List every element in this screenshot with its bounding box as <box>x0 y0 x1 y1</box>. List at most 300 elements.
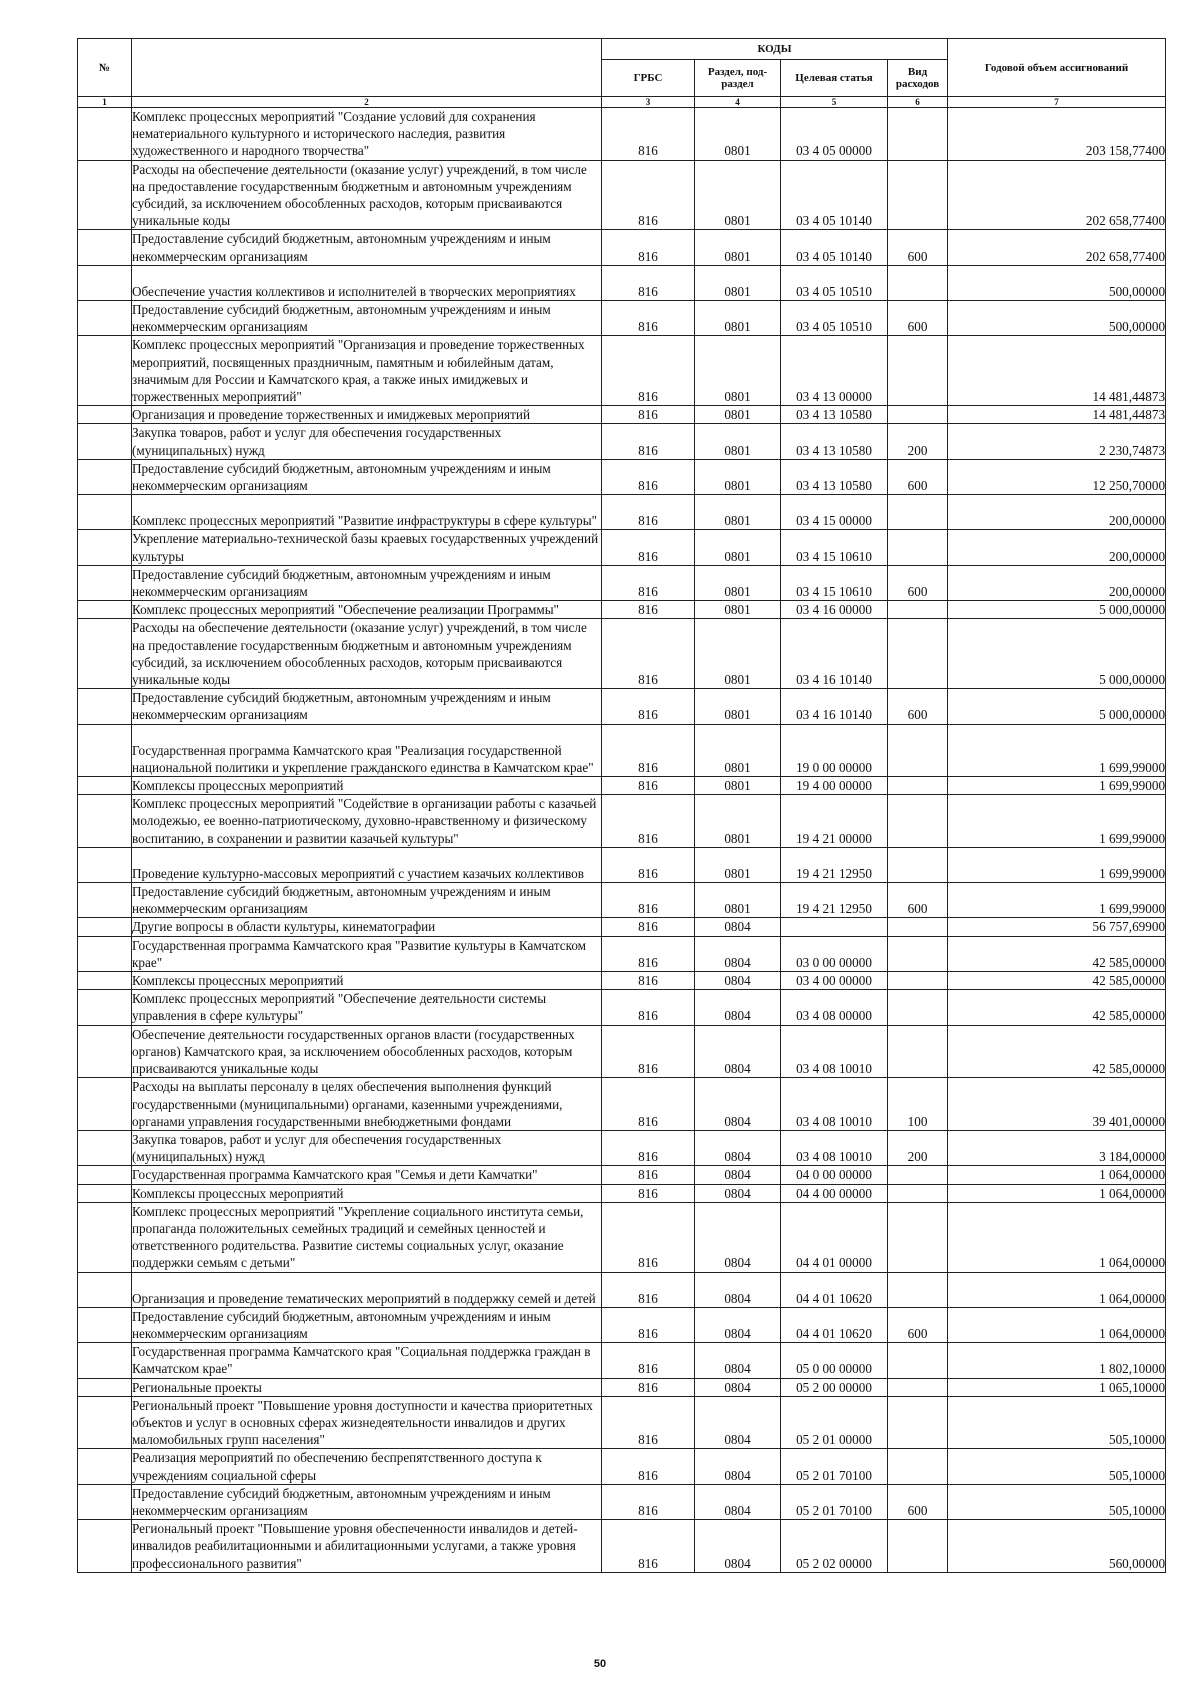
col-header-num: № <box>78 39 132 97</box>
row-grbs: 816 <box>602 530 695 565</box>
row-razdel: 0804 <box>695 1520 781 1573</box>
row-number-cell <box>78 1343 132 1378</box>
row-description: Государственная программа Камчатского края "Семья и дети Камчатки" <box>132 1166 602 1184</box>
row-amount: 505,10000 <box>948 1449 1166 1484</box>
table-row <box>78 1343 1166 1378</box>
col-header-vid: Вид расходов <box>888 60 948 97</box>
row-amount: 1 802,10000 <box>948 1343 1166 1378</box>
row-grbs: 816 <box>602 406 695 424</box>
row-amount: 200,00000 <box>948 495 1166 530</box>
row-grbs: 816 <box>602 1484 695 1519</box>
row-number-cell <box>78 424 132 459</box>
row-number-cell <box>78 1307 132 1342</box>
row-target-article: 19 4 00 00000 <box>781 777 888 795</box>
row-razdel: 0801 <box>695 619 781 689</box>
row-target-article: 05 2 00 00000 <box>781 1378 888 1396</box>
row-grbs: 816 <box>602 619 695 689</box>
row-grbs: 816 <box>602 160 695 230</box>
row-target-article: 03 4 08 10010 <box>781 1025 888 1078</box>
row-description: Укрепление материально-технической базы краевых государственных учреждений культуры <box>132 530 602 565</box>
row-razdel: 0804 <box>695 990 781 1025</box>
row-target-article: 19 4 21 12950 <box>781 883 888 918</box>
row-number-cell <box>78 724 132 776</box>
row-target-article: 03 4 13 10580 <box>781 406 888 424</box>
row-expense-type: 600 <box>888 230 948 265</box>
table-row <box>78 847 1166 882</box>
row-grbs: 816 <box>602 1272 695 1307</box>
row-number-cell <box>78 1078 132 1131</box>
row-target-article: 04 4 01 10620 <box>781 1307 888 1342</box>
table-row <box>78 424 1166 459</box>
row-target-article: 19 4 21 00000 <box>781 795 888 848</box>
row-amount: 42 585,00000 <box>948 1025 1166 1078</box>
table-row <box>78 265 1166 300</box>
row-amount: 1 064,00000 <box>948 1166 1166 1184</box>
row-amount: 1 699,99000 <box>948 795 1166 848</box>
row-expense-type <box>888 1396 948 1449</box>
row-expense-type <box>888 1378 948 1396</box>
table-row <box>78 795 1166 848</box>
row-target-article: 05 2 02 00000 <box>781 1520 888 1573</box>
row-grbs: 816 <box>602 795 695 848</box>
row-razdel: 0801 <box>695 495 781 530</box>
row-target-article: 03 4 05 10510 <box>781 301 888 336</box>
row-number-cell <box>78 1396 132 1449</box>
row-expense-type <box>888 160 948 230</box>
row-grbs: 816 <box>602 689 695 724</box>
row-grbs: 816 <box>602 1166 695 1184</box>
row-expense-type <box>888 1025 948 1078</box>
row-description: Комплекс процессных мероприятий "Укрепление социального института семьи, пропаганда положительных семейных традиций и семейных ценностей и ответственного родительства. Развитие системы социальных услуг, оказание поддержки семьям с детьми" <box>132 1202 602 1272</box>
row-razdel: 0801 <box>695 601 781 619</box>
row-amount: 42 585,00000 <box>948 936 1166 971</box>
row-expense-type <box>888 1449 948 1484</box>
row-amount: 2 230,74873 <box>948 424 1166 459</box>
row-description: Обеспечение деятельности государственных органов власти (государственных органов) Камчатского края, за исключением обособленных расходов, которым присваиваются уникальные коды <box>132 1025 602 1078</box>
table-row <box>78 301 1166 336</box>
row-grbs: 816 <box>602 1078 695 1131</box>
row-razdel: 0801 <box>695 689 781 724</box>
row-razdel: 0804 <box>695 1272 781 1307</box>
row-razdel: 0801 <box>695 230 781 265</box>
row-description: Предоставление субсидий бюджетным, автономным учреждениям и иным некоммерческим организациям <box>132 689 602 724</box>
row-grbs: 816 <box>602 990 695 1025</box>
col-number-5: 5 <box>781 97 888 108</box>
table-row <box>78 459 1166 494</box>
row-description: Государственная программа Камчатского края "Социальная поддержка граждан в Камчатском крае" <box>132 1343 602 1378</box>
row-amount: 203 158,77400 <box>948 108 1166 161</box>
col-number-3: 3 <box>602 97 695 108</box>
table-row <box>78 918 1166 936</box>
row-description: Региональный проект "Повышение уровня обеспеченности инвалидов и детей-инвалидов реабилитационными и абилитационными услугами, а также уровня профессионального развития" <box>132 1520 602 1573</box>
row-razdel: 0804 <box>695 1202 781 1272</box>
row-target-article: 03 4 13 10580 <box>781 424 888 459</box>
row-razdel: 0804 <box>695 1378 781 1396</box>
row-grbs: 816 <box>602 972 695 990</box>
row-grbs: 816 <box>602 1307 695 1342</box>
row-grbs: 816 <box>602 336 695 406</box>
row-description: Государственная программа Камчатского края "Развитие культуры в Камчатском крае" <box>132 936 602 971</box>
row-razdel: 0801 <box>695 336 781 406</box>
row-grbs: 816 <box>602 1396 695 1449</box>
row-amount: 42 585,00000 <box>948 990 1166 1025</box>
row-amount: 5 000,00000 <box>948 619 1166 689</box>
row-target-article: 04 4 00 00000 <box>781 1184 888 1202</box>
col-number-7: 7 <box>948 97 1166 108</box>
row-grbs: 816 <box>602 230 695 265</box>
row-description: Расходы на обеспечение деятельности (оказание услуг) учреждений, в том числе на предоставление государственным бюджетным и автономным учреждениям субсидий, за исключением обособленных расходов, которым присваиваются уникальные коды <box>132 160 602 230</box>
row-description: Предоставление субсидий бюджетным, автономным учреждениям и иным некоммерческим организациям <box>132 883 602 918</box>
row-number-cell <box>78 1378 132 1396</box>
row-amount: 39 401,00000 <box>948 1078 1166 1131</box>
row-number-cell <box>78 972 132 990</box>
row-description: Расходы на выплаты персоналу в целях обеспечения выполнения функций государственными (муниципальными) органами, казенными учреждениями, органами управления государственными внебюджетными фондами <box>132 1078 602 1131</box>
row-number-cell <box>78 1130 132 1165</box>
row-target-article: 05 0 00 00000 <box>781 1343 888 1378</box>
row-expense-type <box>888 936 948 971</box>
col-number-6: 6 <box>888 97 948 108</box>
row-grbs: 816 <box>602 1184 695 1202</box>
row-description: Организация и проведение тематических мероприятий в поддержку семей и детей <box>132 1272 602 1307</box>
row-razdel: 0801 <box>695 160 781 230</box>
row-target-article: 05 2 01 70100 <box>781 1484 888 1519</box>
row-amount: 1 699,99000 <box>948 847 1166 882</box>
table-row <box>78 1166 1166 1184</box>
row-amount: 1 699,99000 <box>948 777 1166 795</box>
row-number-cell <box>78 495 132 530</box>
row-number-cell <box>78 406 132 424</box>
row-grbs: 816 <box>602 936 695 971</box>
row-target-article: 03 4 05 10140 <box>781 230 888 265</box>
row-razdel: 0804 <box>695 1343 781 1378</box>
row-razdel: 0801 <box>695 424 781 459</box>
row-target-article: 03 4 15 10610 <box>781 530 888 565</box>
row-number-cell <box>78 1484 132 1519</box>
row-expense-type: 600 <box>888 1307 948 1342</box>
row-razdel: 0801 <box>695 406 781 424</box>
row-razdel: 0801 <box>695 795 781 848</box>
row-number-cell <box>78 565 132 600</box>
row-number-cell <box>78 530 132 565</box>
row-target-article: 05 2 01 70100 <box>781 1449 888 1484</box>
row-grbs: 816 <box>602 108 695 161</box>
table-row <box>78 1130 1166 1165</box>
row-razdel: 0804 <box>695 1025 781 1078</box>
row-razdel: 0801 <box>695 265 781 300</box>
row-description: Другие вопросы в области культуры, кинематографии <box>132 918 602 936</box>
row-target-article: 03 4 00 00000 <box>781 972 888 990</box>
row-grbs: 816 <box>602 1025 695 1078</box>
row-number-cell <box>78 936 132 971</box>
row-description: Комплексы процессных мероприятий <box>132 777 602 795</box>
table-row <box>78 724 1166 776</box>
row-grbs: 816 <box>602 918 695 936</box>
row-amount: 1 064,00000 <box>948 1307 1166 1342</box>
row-expense-type: 600 <box>888 883 948 918</box>
table-row <box>78 230 1166 265</box>
row-grbs: 816 <box>602 1378 695 1396</box>
table-row <box>78 1520 1166 1573</box>
table-row <box>78 565 1166 600</box>
row-target-article: 03 4 13 10580 <box>781 459 888 494</box>
row-grbs: 816 <box>602 1449 695 1484</box>
row-grbs: 816 <box>602 601 695 619</box>
table-row <box>78 972 1166 990</box>
row-number-cell <box>78 1166 132 1184</box>
table-row <box>78 1396 1166 1449</box>
row-target-article <box>781 918 888 936</box>
row-description: Закупка товаров, работ и услуг для обеспечения государственных (муниципальных) нужд <box>132 424 602 459</box>
row-grbs: 816 <box>602 495 695 530</box>
row-number-cell <box>78 160 132 230</box>
row-razdel: 0804 <box>695 1449 781 1484</box>
row-expense-type <box>888 990 948 1025</box>
row-description: Предоставление субсидий бюджетным, автономным учреждениям и иным некоммерческим организациям <box>132 565 602 600</box>
col-header-volume: Годовой объем ассигнований <box>948 39 1166 97</box>
row-description: Обеспечение участия коллективов и исполнителей в творческих мероприятиях <box>132 265 602 300</box>
row-description: Комплекс процессных мероприятий "Содействие в организации работы с казачьей молодежью, ее военно-патриотическому, духовно-нравственному и физическому воспитанию, в сохранении и развитии казачьей культуры" <box>132 795 602 848</box>
table-row <box>78 108 1166 161</box>
budget-sheet <box>77 38 1165 1573</box>
row-description: Комплексы процессных мероприятий <box>132 972 602 990</box>
row-number-cell <box>78 265 132 300</box>
table-row <box>78 1025 1166 1078</box>
row-number-cell <box>78 301 132 336</box>
row-expense-type: 200 <box>888 1130 948 1165</box>
row-grbs: 816 <box>602 1520 695 1573</box>
row-number-cell <box>78 1202 132 1272</box>
row-number-cell <box>78 777 132 795</box>
row-number-cell <box>78 795 132 848</box>
row-target-article: 03 4 16 00000 <box>781 601 888 619</box>
table-row <box>78 336 1166 406</box>
row-razdel: 0804 <box>695 1130 781 1165</box>
row-description: Региональные проекты <box>132 1378 602 1396</box>
row-razdel: 0804 <box>695 936 781 971</box>
row-grbs: 816 <box>602 777 695 795</box>
table-row <box>78 689 1166 724</box>
table-row <box>78 883 1166 918</box>
table-row <box>78 1078 1166 1131</box>
row-expense-type <box>888 495 948 530</box>
row-expense-type <box>888 601 948 619</box>
row-description: Предоставление субсидий бюджетным, автономным учреждениям и иным некоммерческим организациям <box>132 1307 602 1342</box>
table-row <box>78 160 1166 230</box>
row-description: Комплекс процессных мероприятий "Создание условий для сохранения нематериального культурного и исторического наследия, развития художественного и народного творчества" <box>132 108 602 161</box>
row-razdel: 0804 <box>695 1307 781 1342</box>
row-razdel: 0801 <box>695 108 781 161</box>
row-description: Комплекс процессных мероприятий "Обеспечение реализации Программы" <box>132 601 602 619</box>
row-number-cell <box>78 1520 132 1573</box>
row-razdel: 0801 <box>695 301 781 336</box>
row-razdel: 0804 <box>695 1166 781 1184</box>
table-row <box>78 1184 1166 1202</box>
row-razdel: 0804 <box>695 1396 781 1449</box>
table-row <box>78 777 1166 795</box>
row-expense-type <box>888 1520 948 1573</box>
row-expense-type <box>888 530 948 565</box>
row-amount: 5 000,00000 <box>948 689 1166 724</box>
table-row <box>78 1484 1166 1519</box>
col-header-codes: КОДЫ <box>602 39 948 60</box>
row-amount: 202 658,77400 <box>948 160 1166 230</box>
row-target-article: 03 4 05 00000 <box>781 108 888 161</box>
table-row <box>78 495 1166 530</box>
row-target-article: 04 0 00 00000 <box>781 1166 888 1184</box>
row-razdel: 0801 <box>695 530 781 565</box>
row-amount: 500,00000 <box>948 301 1166 336</box>
row-description: Государственная программа Камчатского края "Реализация государственной национальной политики и укрепление гражданского единства в Камчатском крае" <box>132 724 602 776</box>
row-amount: 12 250,70000 <box>948 459 1166 494</box>
table-row <box>78 406 1166 424</box>
row-amount: 202 658,77400 <box>948 230 1166 265</box>
row-grbs: 816 <box>602 724 695 776</box>
row-number-cell <box>78 1272 132 1307</box>
row-razdel: 0804 <box>695 1184 781 1202</box>
row-target-article: 03 4 16 10140 <box>781 619 888 689</box>
row-grbs: 816 <box>602 1343 695 1378</box>
row-razdel: 0801 <box>695 565 781 600</box>
row-amount: 1 699,99000 <box>948 883 1166 918</box>
row-amount: 200,00000 <box>948 530 1166 565</box>
row-number-cell <box>78 108 132 161</box>
budget-table <box>77 38 1166 1573</box>
table-row <box>78 1307 1166 1342</box>
row-amount: 14 481,44873 <box>948 406 1166 424</box>
row-expense-type: 600 <box>888 689 948 724</box>
row-expense-type: 600 <box>888 459 948 494</box>
col-header-target: Целевая статья <box>781 60 888 97</box>
row-expense-type <box>888 847 948 882</box>
row-expense-type: 600 <box>888 565 948 600</box>
row-razdel: 0801 <box>695 847 781 882</box>
table-row <box>78 936 1166 971</box>
row-razdel: 0804 <box>695 918 781 936</box>
row-number-cell <box>78 1449 132 1484</box>
row-description: Организация и проведение торжественных и имиджевых мероприятий <box>132 406 602 424</box>
row-grbs: 816 <box>602 565 695 600</box>
row-amount: 1 064,00000 <box>948 1272 1166 1307</box>
row-amount: 505,10000 <box>948 1484 1166 1519</box>
col-header-name <box>132 39 602 97</box>
table-row <box>78 1449 1166 1484</box>
row-description: Предоставление субсидий бюджетным, автономным учреждениям и иным некоммерческим организациям <box>132 230 602 265</box>
row-number-cell <box>78 847 132 882</box>
row-grbs: 816 <box>602 459 695 494</box>
row-amount: 42 585,00000 <box>948 972 1166 990</box>
row-amount: 1 065,10000 <box>948 1378 1166 1396</box>
row-description: Предоставление субсидий бюджетным, автономным учреждениям и иным некоммерческим организациям <box>132 301 602 336</box>
row-expense-type <box>888 108 948 161</box>
row-expense-type <box>888 1166 948 1184</box>
row-description: Комплекс процессных мероприятий "Организация и проведение торжественных мероприятий, посвященных праздничным, памятным и юбилейным датам, значимым для России и Камчатского края, а также иных имиджевых и торжественных мероприятий" <box>132 336 602 406</box>
row-target-article: 03 4 15 10610 <box>781 565 888 600</box>
row-grbs: 816 <box>602 1202 695 1272</box>
row-expense-type <box>888 777 948 795</box>
row-amount: 56 757,69900 <box>948 918 1166 936</box>
row-target-article: 04 4 01 10620 <box>781 1272 888 1307</box>
row-target-article: 19 4 21 12950 <box>781 847 888 882</box>
row-description: Расходы на обеспечение деятельности (оказание услуг) учреждений, в том числе на предоставление государственным бюджетным и автономным учреждениям субсидий, за исключением обособленных расходов, которым присваиваются уникальные коды <box>132 619 602 689</box>
table-row <box>78 990 1166 1025</box>
row-grbs: 816 <box>602 883 695 918</box>
row-description: Закупка товаров, работ и услуг для обеспечения государственных (муниципальных) нужд <box>132 1130 602 1165</box>
col-number-1: 1 <box>78 97 132 108</box>
row-number-cell <box>78 459 132 494</box>
col-number-4: 4 <box>695 97 781 108</box>
row-amount: 5 000,00000 <box>948 601 1166 619</box>
row-razdel: 0804 <box>695 1484 781 1519</box>
row-grbs: 816 <box>602 301 695 336</box>
budget-table-body <box>78 108 1166 1573</box>
row-expense-type <box>888 406 948 424</box>
row-number-cell <box>78 883 132 918</box>
row-amount: 1 064,00000 <box>948 1202 1166 1272</box>
row-target-article: 03 4 05 10510 <box>781 265 888 300</box>
col-number-2: 2 <box>132 97 602 108</box>
row-expense-type: 100 <box>888 1078 948 1131</box>
table-row <box>78 601 1166 619</box>
table-row <box>78 619 1166 689</box>
row-grbs: 816 <box>602 424 695 459</box>
row-razdel: 0801 <box>695 883 781 918</box>
row-target-article: 03 4 08 00000 <box>781 990 888 1025</box>
row-expense-type <box>888 265 948 300</box>
page-number: 50 <box>593 1658 607 1670</box>
row-target-article: 03 4 08 10010 <box>781 1130 888 1165</box>
row-expense-type <box>888 724 948 776</box>
row-expense-type <box>888 1202 948 1272</box>
row-amount: 500,00000 <box>948 265 1166 300</box>
table-row <box>78 1272 1166 1307</box>
row-number-cell <box>78 1025 132 1078</box>
row-grbs: 816 <box>602 1130 695 1165</box>
row-description: Комплексы процессных мероприятий <box>132 1184 602 1202</box>
row-target-article: 03 4 15 00000 <box>781 495 888 530</box>
row-description: Предоставление субсидий бюджетным, автономным учреждениям и иным некоммерческим организациям <box>132 459 602 494</box>
row-number-cell <box>78 1184 132 1202</box>
row-number-cell <box>78 918 132 936</box>
row-expense-type: 200 <box>888 424 948 459</box>
row-razdel: 0804 <box>695 972 781 990</box>
row-description: Реализация мероприятий по обеспечению беспрепятственного доступа к учреждениям социальной сферы <box>132 1449 602 1484</box>
row-expense-type: 600 <box>888 1484 948 1519</box>
row-description: Комплекс процессных мероприятий "Обеспечение деятельности системы управления в сфере культуры" <box>132 990 602 1025</box>
row-target-article: 04 4 01 00000 <box>781 1202 888 1272</box>
row-expense-type <box>888 1343 948 1378</box>
row-amount: 1 699,99000 <box>948 724 1166 776</box>
row-razdel: 0801 <box>695 459 781 494</box>
row-razdel: 0804 <box>695 1078 781 1131</box>
col-header-razdel: Раздел, под-раздел <box>695 60 781 97</box>
table-row <box>78 1202 1166 1272</box>
row-description: Комплекс процессных мероприятий "Развитие инфраструктуры в сфере культуры" <box>132 495 602 530</box>
row-expense-type <box>888 619 948 689</box>
row-amount: 14 481,44873 <box>948 336 1166 406</box>
row-description: Проведение культурно-массовых мероприятий с участием казачьих коллективов <box>132 847 602 882</box>
row-expense-type <box>888 918 948 936</box>
row-expense-type: 600 <box>888 301 948 336</box>
row-description: Региональный проект "Повышение уровня доступности и качества приоритетных объектов и услуг в основных сферах жизнедеятельности инвалидов и других маломобильных групп населения" <box>132 1396 602 1449</box>
row-expense-type <box>888 795 948 848</box>
row-amount: 3 184,00000 <box>948 1130 1166 1165</box>
row-expense-type <box>888 1272 948 1307</box>
row-target-article: 03 0 00 00000 <box>781 936 888 971</box>
row-expense-type <box>888 1184 948 1202</box>
row-grbs: 816 <box>602 265 695 300</box>
col-header-grbs: ГРБС <box>602 60 695 97</box>
row-target-article: 03 4 16 10140 <box>781 689 888 724</box>
